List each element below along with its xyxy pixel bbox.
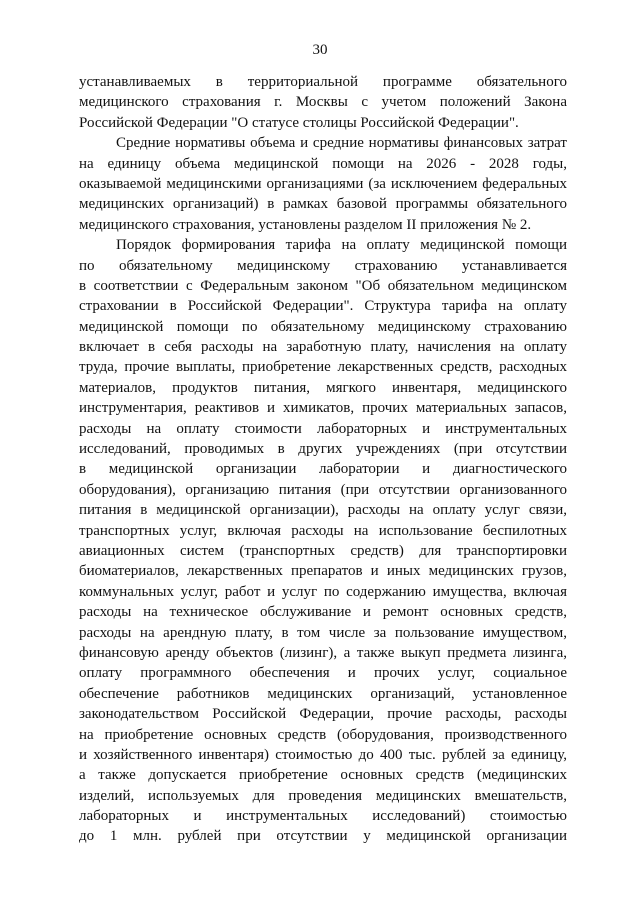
text-line: обеспечение работников медицинских организаций, установленное — [79, 685, 567, 702]
text-line: лабораторных и инструментальных исследований) стоимостью — [79, 808, 567, 825]
text-line: страховании в Российской Федерации". Структура тарифа на оплату — [79, 298, 567, 315]
text-line: оборудования), организацию питания (при отсутствии организованного — [79, 481, 567, 498]
text-line: законодательством Российской Федерации, прочие расходы, расходы — [79, 706, 567, 723]
text-line: изделий, используемых для проведения медицинских вмешательств, — [79, 787, 567, 804]
text-line: материалов, продуктов питания, мягкого инвентаря, медицинского — [79, 379, 567, 396]
paragraph — [79, 72, 567, 133]
text-line: медицинской помощи по обязательному медицинскому страхованию — [79, 318, 567, 335]
text-line: по обязательному медицинскому страхованию устанавливается — [79, 257, 567, 274]
text-line: медицинского страхования, установлены разделом II приложения № 2. — [79, 216, 532, 233]
text-line: в соответствии с Федеральным законом "Об обязательном медицинском — [79, 277, 567, 294]
text-line: оказываемой медицинскими организациями (за исключением федеральных — [79, 175, 567, 192]
page-number: 30 — [312, 42, 328, 58]
text-line: на приобретение основных средств (оборудования, производственного — [79, 726, 567, 743]
text-line: включает в себя расходы на заработную плату, начисления на оплату — [79, 339, 567, 356]
text-line: в медицинской организации лаборатории и диагностического — [79, 461, 567, 478]
text-line: расходы на арендную плату, в том числе за пользование имуществом, — [79, 624, 567, 641]
text-line: и хозяйственного инвентаря) стоимостью до 400 тыс. рублей за единицу, — [79, 746, 567, 763]
text-line: на единицу объема медицинской помощи на 2026 - 2028 годы, — [79, 155, 567, 172]
text-line: финансовую аренду объектов (лизинг), а также выкуп предмета лизинга, — [79, 644, 567, 661]
text-line: расходы на техническое обслуживание и ремонт основных средств, — [79, 604, 567, 621]
text-line: питания в медицинской организации), расходы на оплату услуг связи, — [79, 502, 567, 519]
text-line: труда, прочие выплаты, приобретение лекарственных средств, расходных — [79, 359, 567, 376]
text-line: авиационных систем (транспортных средств) для транспортировки — [79, 542, 567, 559]
text-line: исследований, проводимых в других учреждениях (при отсутствии — [79, 441, 567, 458]
text-line: до 1 млн. рублей при отсутствии у медицинской организации — [79, 828, 567, 845]
text-line: а также допускается приобретение основных средств (медицинских — [79, 767, 567, 784]
paragraph — [79, 133, 567, 235]
text-line: расходы на оплату стоимости лабораторных и инструментальных — [79, 420, 567, 437]
text-line: Российской Федерации "О статусе столицы Российской Федерации". — [79, 114, 519, 131]
text-line: транспортных услуг, включая расходы на использование беспилотных — [79, 522, 567, 539]
document-body — [79, 72, 567, 847]
text-line: устанавливаемых в территориальной программе обязательного — [79, 74, 567, 90]
text-line: Порядок формирования тарифа на оплату медицинской помощи — [116, 237, 567, 254]
text-line: коммунальных услуг, работ и услуг по содержанию имущества, включая — [79, 583, 567, 600]
text-line: биоматериалов, лекарственных препаратов и иных медицинских грузов, — [79, 563, 567, 580]
text-line: Средние нормативы объема и средние нормативы финансовых затрат — [116, 135, 567, 152]
text-line: оплату программного обеспечения и прочих услуг, социальное — [79, 665, 567, 682]
text-line: медицинского страхования г. Москвы с учетом положений Закона — [79, 94, 567, 111]
paragraph — [79, 235, 567, 847]
text-line: инструментария, реактивов и химикатов, прочих материальных запасов, — [79, 400, 567, 417]
text-line: медицинских организаций) в рамках базовой программы обязательного — [79, 196, 567, 213]
